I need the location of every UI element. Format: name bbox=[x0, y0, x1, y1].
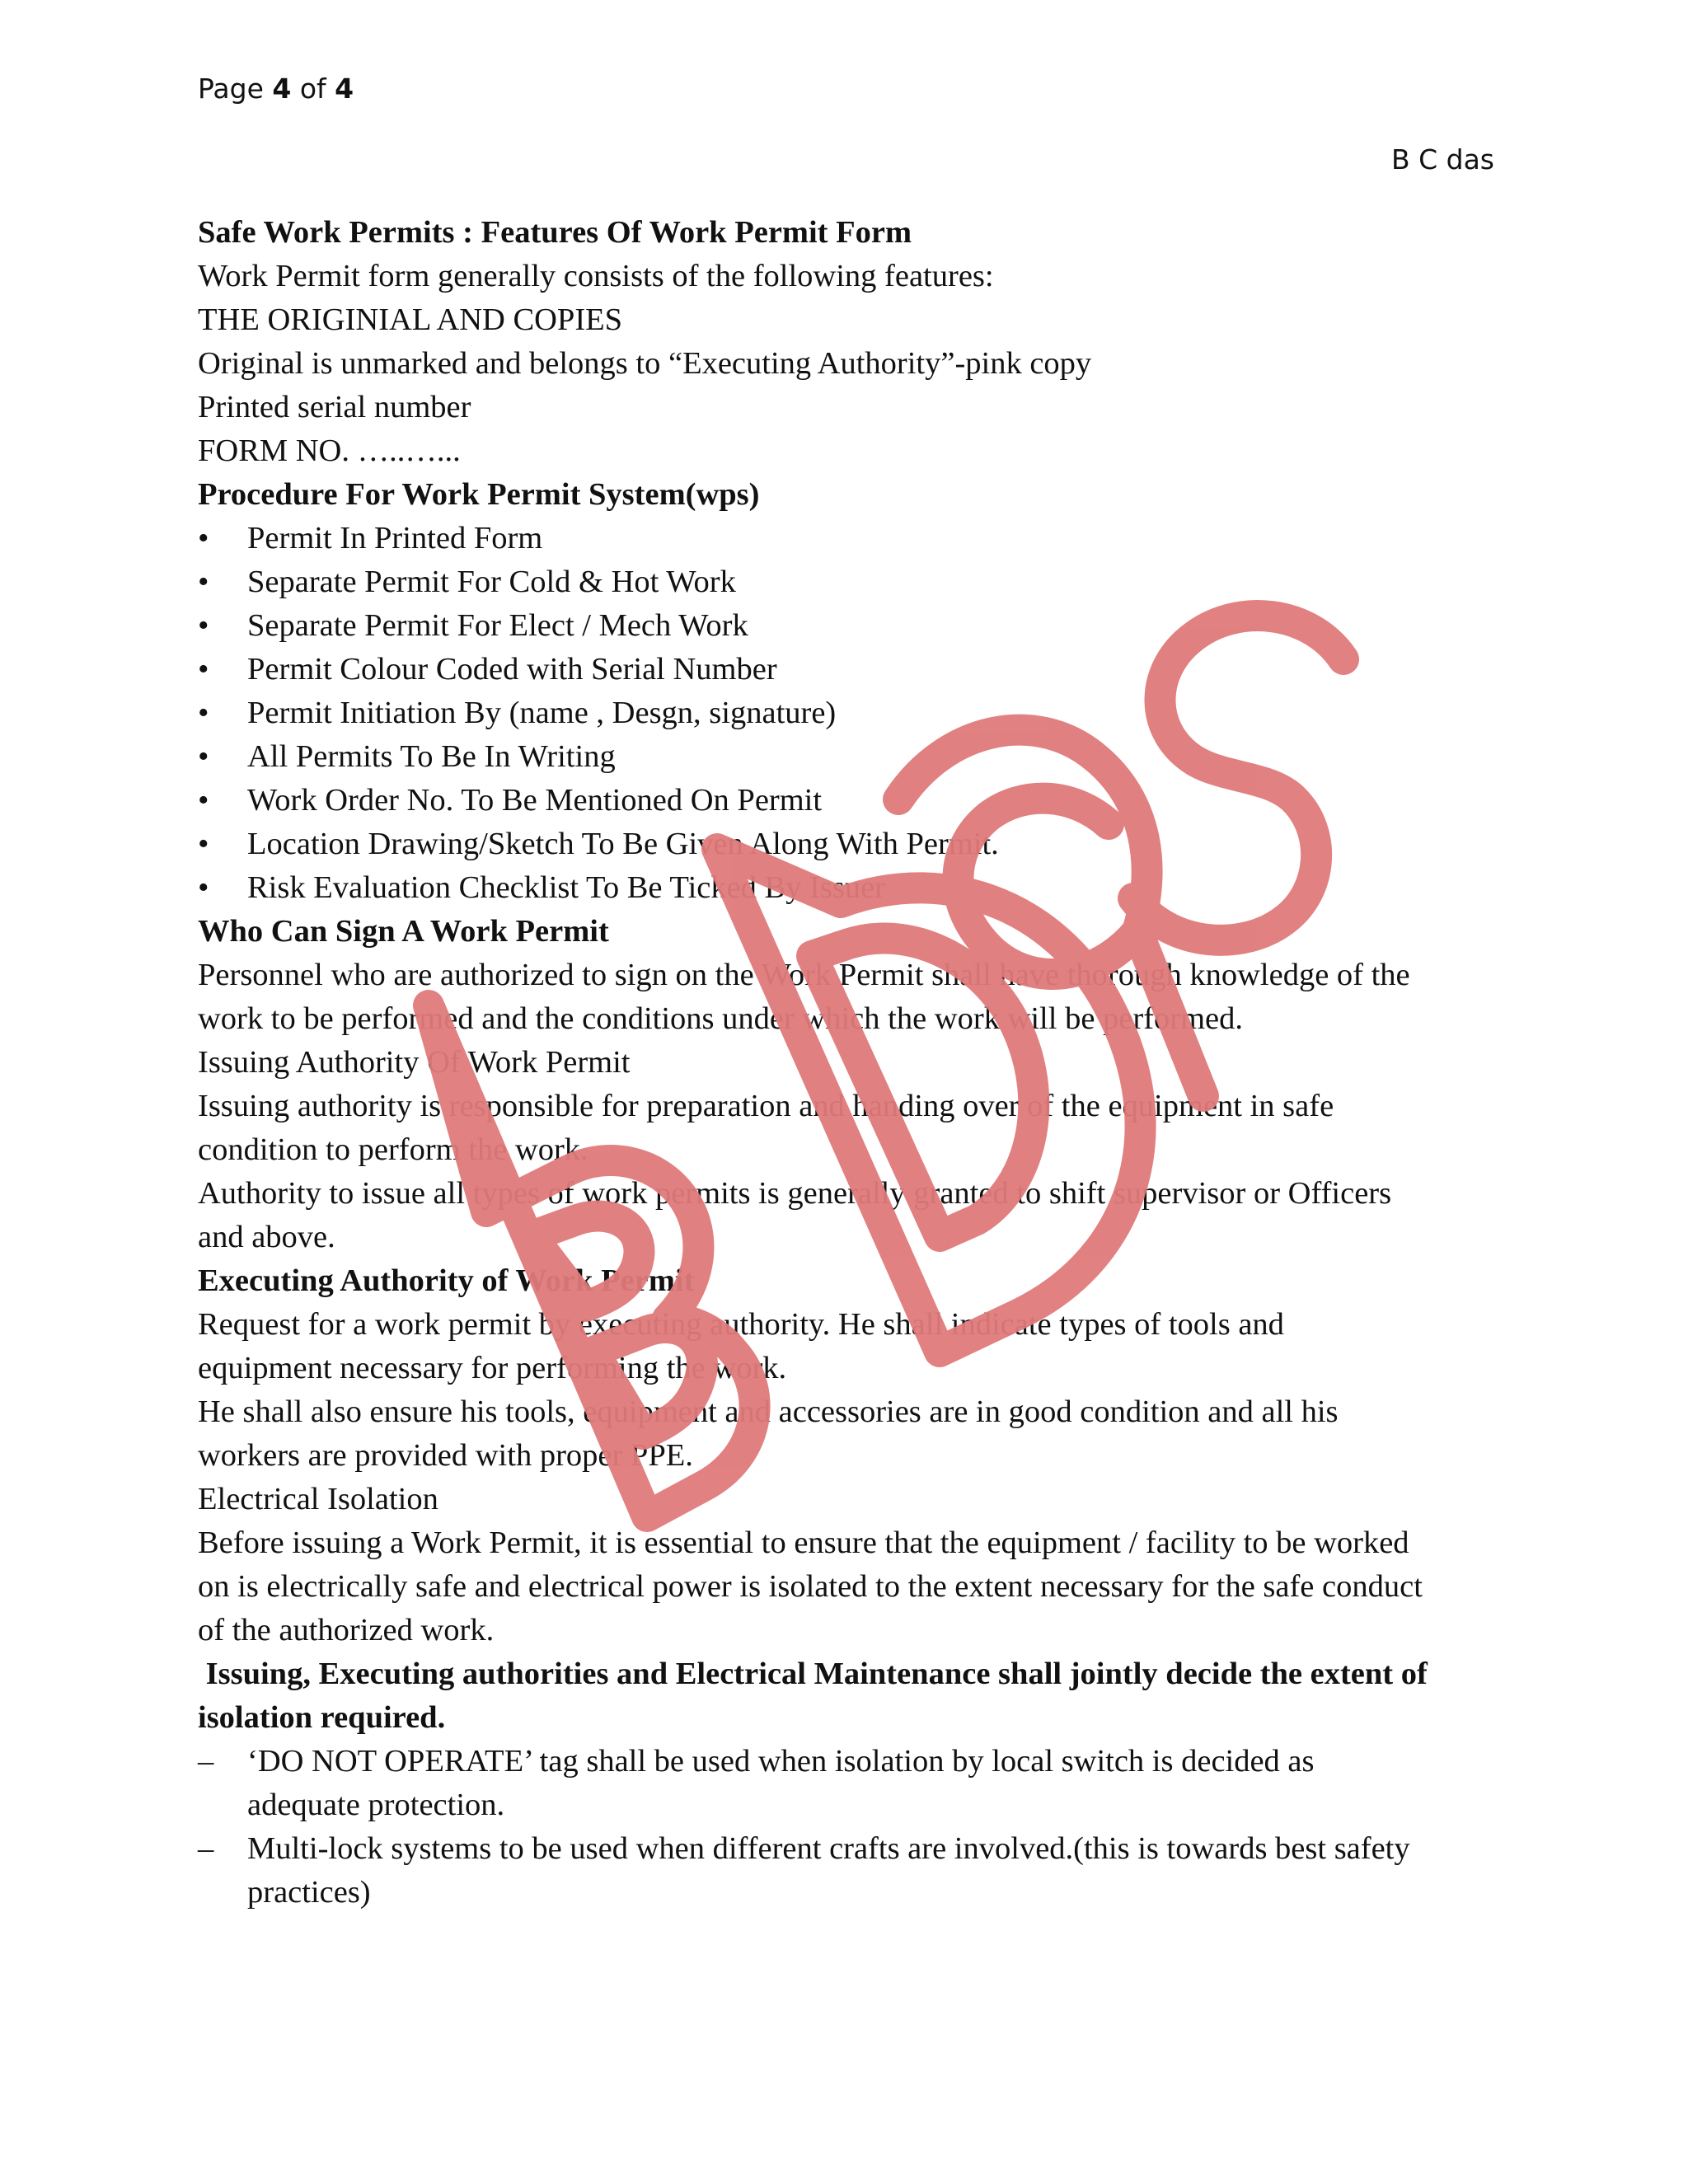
dash-icon: – bbox=[198, 1831, 214, 1866]
bullet-icon: • bbox=[198, 870, 209, 905]
bullet-list bbox=[198, 517, 1500, 910]
list-item: – ‘DO NOT OPERATE’ tag shall be used when isolation by local switch is decided as bbox=[198, 1740, 1500, 1783]
bullet-icon: • bbox=[198, 565, 209, 599]
list-item: • All Permits To Be In Writing bbox=[198, 735, 1500, 779]
bullet-icon: • bbox=[198, 652, 209, 687]
paragraph: Printed serial number bbox=[198, 390, 471, 424]
paragraph: and above. bbox=[198, 1220, 335, 1254]
section-title: Safe Work Permits : Features Of Work Permit Form bbox=[198, 215, 912, 250]
paragraph: Issuing authority is responsible for preparation and handing over of the equipment in safe bbox=[198, 1089, 1334, 1123]
paragraph: on is electrically safe and electrical power is isolated to the extent necessary for the safe conduct bbox=[198, 1569, 1423, 1604]
section-title: Who Can Sign A Work Permit bbox=[198, 914, 609, 949]
paragraph: condition to perform the work. bbox=[198, 1132, 588, 1167]
section-title: Issuing, Executing authorities and Electrical Maintenance shall jointly decide the extent of bbox=[198, 1657, 1428, 1691]
list-item: • Separate Permit For Cold & Hot Work bbox=[198, 560, 1500, 604]
paragraph: Before issuing a Work Permit, it is essential to ensure that the equipment / facility to be worked bbox=[198, 1526, 1409, 1560]
paragraph: FORM NO. …..…... bbox=[198, 434, 461, 468]
section-title: isolation required. bbox=[198, 1700, 446, 1735]
document-body bbox=[198, 211, 1500, 1915]
paragraph: Work Permit form generally consists of the following features: bbox=[198, 259, 994, 293]
bullet-icon: • bbox=[198, 608, 209, 643]
author-name: B C das bbox=[1390, 143, 1494, 176]
paragraph: Issuing Authority Of Work Permit bbox=[198, 1045, 631, 1080]
bullet-icon: • bbox=[198, 783, 209, 818]
paragraph: He shall also ensure his tools, equipment and accessories are in good condition and all his bbox=[198, 1394, 1339, 1429]
dash-list bbox=[198, 1740, 1500, 1915]
section-title: Executing Authority of Work Permit bbox=[198, 1263, 695, 1298]
page-number: Page 4 of 4 bbox=[198, 73, 354, 105]
list-item: • Permit In Printed Form bbox=[198, 517, 1500, 560]
list-item-continuation: practices) bbox=[247, 1875, 371, 1910]
section-title: Procedure For Work Permit System(wps) bbox=[198, 477, 760, 512]
paragraph: work to be performed and the conditions under which the work will be performed. bbox=[198, 1001, 1243, 1036]
list-item: – Multi-lock systems to be used when different crafts are involved.(this is towards best safety bbox=[198, 1827, 1500, 1871]
list-item: • Risk Evaluation Checklist To Be Ticked By Issuer bbox=[198, 866, 1500, 910]
bullet-icon: • bbox=[198, 521, 209, 555]
bullet-icon: • bbox=[198, 827, 209, 861]
paragraph: THE ORIGINIAL AND COPIES bbox=[198, 302, 623, 337]
dash-icon: – bbox=[198, 1744, 214, 1779]
paragraph: of the authorized work. bbox=[198, 1613, 495, 1647]
list-item: • Location Drawing/Sketch To Be Given Along With Permit. bbox=[198, 823, 1500, 866]
list-item: • Permit Colour Coded with Serial Number bbox=[198, 648, 1500, 691]
bullet-icon: • bbox=[198, 739, 209, 774]
paragraph: Original is unmarked and belongs to “Executing Authority”-pink copy bbox=[198, 346, 1092, 381]
list-item-continuation: adequate protection. bbox=[247, 1788, 505, 1822]
paragraph: Authority to issue all types of work permits is generally granted to shift supervisor or Officers bbox=[198, 1176, 1392, 1211]
paragraph: workers are provided with proper PPE. bbox=[198, 1438, 693, 1473]
paragraph: Request for a work permit by executing authority. He shall indicate types of tools and bbox=[198, 1307, 1284, 1342]
bullet-icon: • bbox=[198, 696, 209, 730]
paragraph: equipment necessary for performing the work. bbox=[198, 1351, 787, 1385]
list-item: • Permit Initiation By (name , Desgn, signature) bbox=[198, 691, 1500, 735]
list-item: • Separate Permit For Elect / Mech Work bbox=[198, 604, 1500, 648]
list-item: • Work Order No. To Be Mentioned On Permit bbox=[198, 779, 1500, 823]
paragraph: Personnel who are authorized to sign on the Work Permit shall have thorough knowledge of the bbox=[198, 958, 1410, 992]
paragraph: Electrical Isolation bbox=[198, 1482, 438, 1516]
